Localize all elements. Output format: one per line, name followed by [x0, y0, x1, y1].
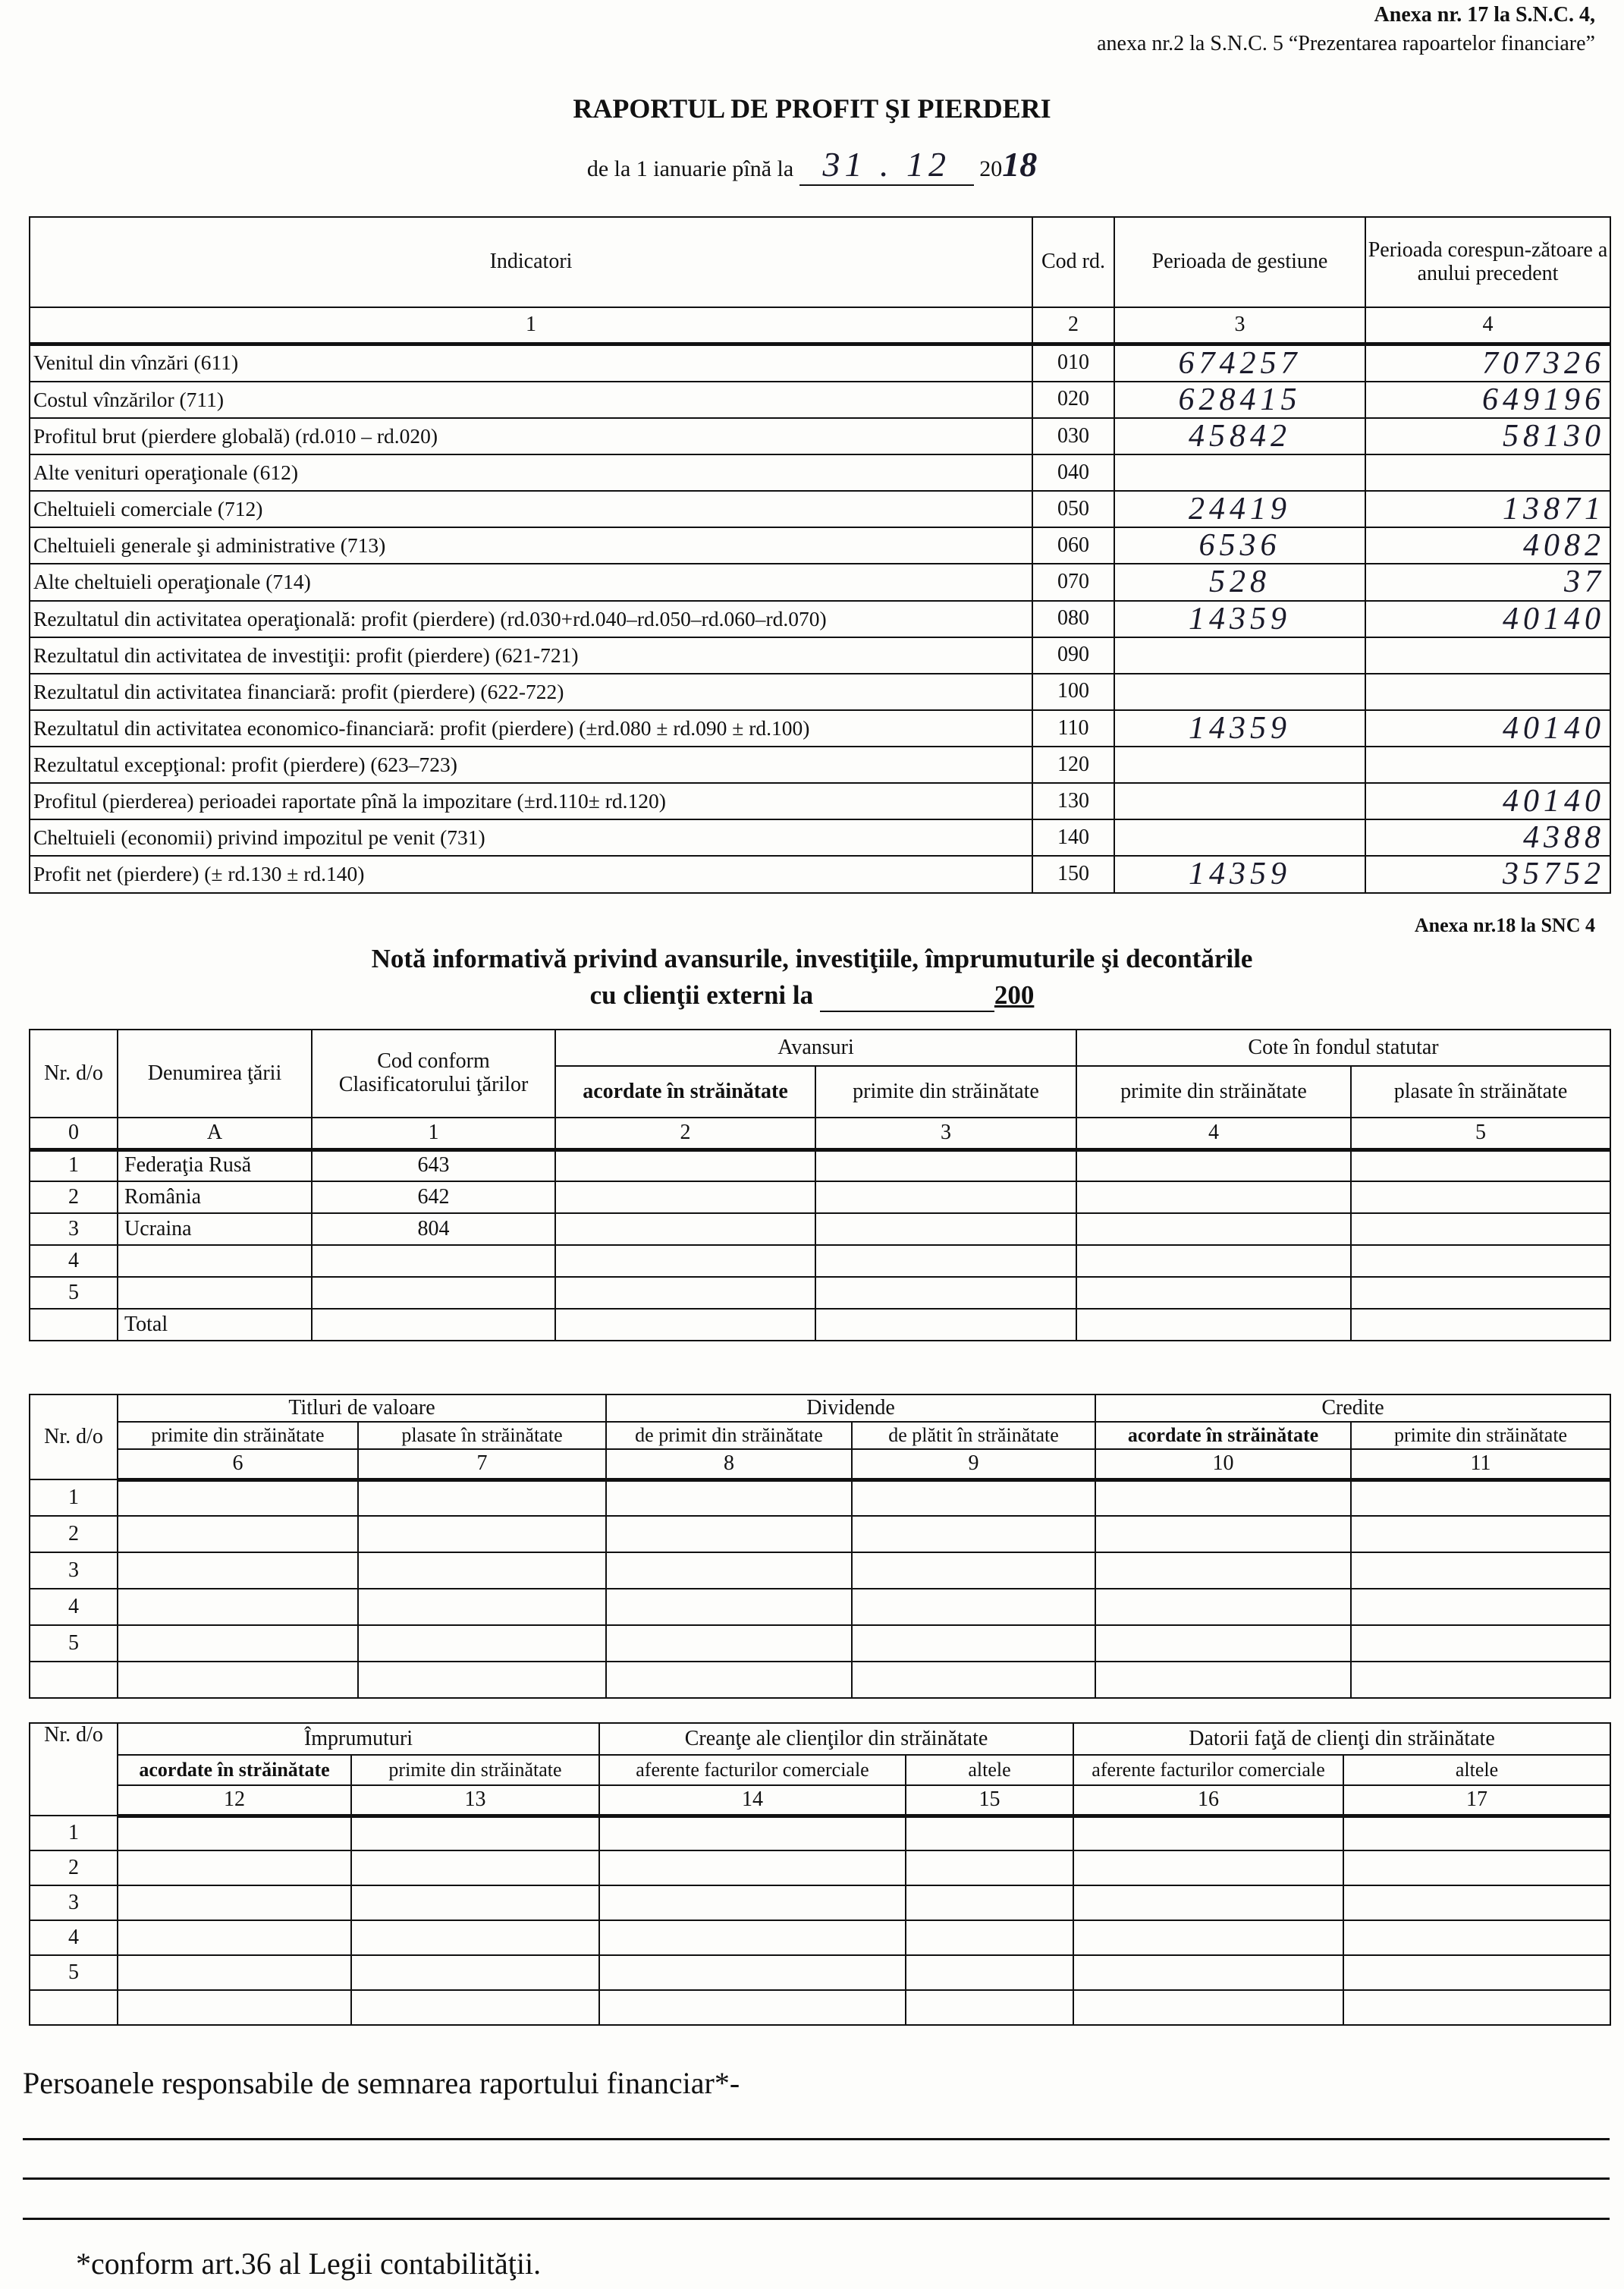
data-cell[interactable]: [1073, 1816, 1343, 1850]
data-cell[interactable]: [906, 1885, 1073, 1920]
loans-receivables-debts-table: [29, 1722, 1611, 2026]
table-row: [30, 344, 1610, 382]
table-row: [30, 1589, 1610, 1625]
table-row: [30, 1479, 1610, 1516]
col-number: 4: [1365, 307, 1610, 344]
data-cell[interactable]: [815, 1213, 1076, 1245]
data-cell[interactable]: [1076, 1309, 1351, 1341]
header-sub: primite din străinătate: [1351, 1422, 1610, 1449]
data-cell[interactable]: [358, 1552, 606, 1589]
row-nr: 1: [30, 1816, 118, 1850]
data-cell[interactable]: [1073, 1920, 1343, 1955]
row-nr: 4: [30, 1920, 118, 1955]
note-year: 200: [994, 980, 1035, 1010]
col-number: 9: [852, 1449, 1095, 1479]
header-sub: de primit din străinătate: [606, 1422, 852, 1449]
country-name: Total: [118, 1309, 312, 1341]
header-code: Cod rd.: [1032, 217, 1114, 307]
col-number: 10: [1095, 1449, 1351, 1479]
row-code: 060: [1032, 527, 1114, 564]
data-cell[interactable]: [1076, 1181, 1351, 1213]
row-code: 050: [1032, 491, 1114, 527]
row-label: Profit net (pierdere) (± rd.130 ± rd.140): [30, 856, 1032, 892]
col-number: 4: [1076, 1118, 1351, 1149]
row-code: 010: [1032, 344, 1114, 382]
data-cell[interactable]: [906, 1920, 1073, 1955]
row-nr: 2: [30, 1181, 118, 1213]
header-advances: Avansuri: [555, 1030, 1076, 1066]
data-cell[interactable]: [606, 1552, 852, 1589]
header-country-code: Cod conform Clasificatorului ţărilor: [312, 1030, 555, 1118]
previous-period-value[interactable]: 35752: [1365, 856, 1610, 892]
current-period-value[interactable]: 674257: [1114, 344, 1365, 382]
row-nr: 4: [30, 1245, 118, 1277]
table-row: [30, 491, 1610, 527]
current-period-value[interactable]: [1114, 637, 1365, 674]
data-cell[interactable]: [906, 1990, 1073, 2025]
data-cell[interactable]: [118, 1990, 351, 2025]
signature-line[interactable]: [23, 2138, 1610, 2140]
col-number: 13: [351, 1785, 599, 1816]
row-nr: [30, 1990, 118, 2025]
header-sub: primite din străinătate: [1076, 1066, 1351, 1118]
country-name: [118, 1245, 312, 1277]
data-cell[interactable]: [1073, 1850, 1343, 1885]
row-label: Rezultatul din activitatea economico-financiară: profit (pierdere) (±rd.080 ± rd.090 ± rd.100): [30, 710, 1032, 747]
data-cell[interactable]: [906, 1850, 1073, 1885]
col-number: 0: [30, 1118, 118, 1149]
previous-period-value[interactable]: 4082: [1365, 527, 1610, 564]
data-cell[interactable]: [118, 1552, 358, 1589]
previous-period-value[interactable]: [1365, 674, 1610, 710]
table-row: [30, 1552, 1610, 1589]
data-cell[interactable]: [815, 1181, 1076, 1213]
note-title-prefix: cu clienţii externi la: [589, 980, 814, 1010]
table-row: [30, 1955, 1610, 1990]
data-cell[interactable]: [351, 1955, 599, 1990]
data-cell[interactable]: [118, 1955, 351, 1990]
data-cell[interactable]: [1351, 1589, 1610, 1625]
row-nr: 3: [30, 1213, 118, 1245]
previous-period-value[interactable]: [1365, 637, 1610, 674]
row-nr: 1: [30, 1479, 118, 1516]
row-nr: 4: [30, 1589, 118, 1625]
annex-17-label: Anexa nr. 17 la S.N.C. 4,: [1374, 3, 1595, 27]
header-sub: primite din străinătate: [118, 1422, 358, 1449]
data-cell[interactable]: [852, 1516, 1095, 1552]
row-code: 150: [1032, 856, 1114, 892]
data-cell[interactable]: [118, 1885, 351, 1920]
table-row: [30, 856, 1610, 892]
table-row: [30, 1625, 1610, 1662]
col-number: 11: [1351, 1449, 1610, 1479]
header-sub: aferente facturilor comerciale: [1073, 1755, 1343, 1785]
header-statutory-fund: Cote în fondul statutar: [1076, 1030, 1610, 1066]
data-cell[interactable]: [118, 1850, 351, 1885]
col-number: 7: [358, 1449, 606, 1479]
data-cell[interactable]: [118, 1625, 358, 1662]
row-label: Venitul din vînzări (611): [30, 344, 1032, 382]
country-code: [312, 1309, 555, 1341]
data-cell[interactable]: [1343, 1850, 1610, 1885]
header-sub: plasate în străinătate: [358, 1422, 606, 1449]
current-period-value[interactable]: 628415: [1114, 382, 1365, 418]
table-row: [30, 454, 1610, 491]
header-sub: primite din străinătate: [351, 1755, 599, 1785]
current-period-value[interactable]: [1114, 747, 1365, 783]
data-cell[interactable]: [1351, 1552, 1610, 1589]
current-period-value[interactable]: 14359: [1114, 710, 1365, 747]
table-row: [30, 1816, 1610, 1850]
col-number: 14: [599, 1785, 906, 1816]
table-row: [30, 1245, 1610, 1277]
data-cell[interactable]: [358, 1516, 606, 1552]
col-number: 15: [906, 1785, 1073, 1816]
data-cell[interactable]: [351, 1990, 599, 2025]
period-year-handwritten: 18: [1002, 145, 1038, 184]
previous-period-value[interactable]: 40140: [1365, 601, 1610, 637]
row-label: Rezultatul din activitatea de investiţii: profit (pierdere) (621-721): [30, 637, 1032, 674]
row-label: Alte venituri operaţionale (612): [30, 454, 1032, 491]
data-cell[interactable]: [1351, 1149, 1610, 1181]
previous-period-value[interactable]: 58130: [1365, 418, 1610, 454]
data-cell[interactable]: [358, 1479, 606, 1516]
data-cell[interactable]: [1343, 1920, 1610, 1955]
row-nr: 5: [30, 1955, 118, 1990]
responsible-persons-label: Persoanele responsabile de semnarea raportului financiar*-: [23, 2066, 740, 2100]
current-period-value[interactable]: 24419: [1114, 491, 1365, 527]
col-number: 1: [312, 1118, 555, 1149]
country-name: Ucraina: [118, 1213, 312, 1245]
table-row: [30, 382, 1610, 418]
data-cell[interactable]: [1351, 1213, 1610, 1245]
row-label: Rezultatul din activitatea operaţională: profit (pierdere) (rd.030+rd.040–rd.050–rd.060–rd.070): [30, 601, 1032, 637]
data-cell[interactable]: [1351, 1479, 1610, 1516]
data-cell[interactable]: [852, 1625, 1095, 1662]
row-label: Cheltuieli generale şi administrative (713): [30, 527, 1032, 564]
row-nr: 1: [30, 1149, 118, 1181]
col-number: 17: [1343, 1785, 1610, 1816]
previous-period-value[interactable]: 13871: [1365, 491, 1610, 527]
row-code: 080: [1032, 601, 1114, 637]
table-row: [30, 1990, 1610, 2025]
current-period-value[interactable]: [1114, 674, 1365, 710]
row-nr: 3: [30, 1885, 118, 1920]
table-row: [30, 418, 1610, 454]
securities-dividends-credits-table: [29, 1394, 1611, 1699]
table-row: [30, 564, 1610, 600]
profit-loss-table: [29, 216, 1611, 894]
col-number: 16: [1073, 1785, 1343, 1816]
table-row: [30, 637, 1610, 674]
period-date-handwritten: 31 . 12: [799, 144, 974, 186]
data-cell[interactable]: [118, 1662, 358, 1698]
data-cell[interactable]: [606, 1625, 852, 1662]
row-code: 020: [1032, 382, 1114, 418]
data-cell[interactable]: [555, 1245, 815, 1277]
row-code: 090: [1032, 637, 1114, 674]
data-cell[interactable]: [599, 1885, 906, 1920]
header-nr: Nr. d/o: [30, 1723, 118, 1816]
table-row: [30, 783, 1610, 819]
header-group: Creanţe ale clienţilor din străinătate: [599, 1723, 1073, 1755]
current-period-value[interactable]: 14359: [1114, 601, 1365, 637]
row-code: 140: [1032, 819, 1114, 856]
data-cell[interactable]: [606, 1589, 852, 1625]
data-cell[interactable]: [1343, 1955, 1610, 1990]
col-number: 8: [606, 1449, 852, 1479]
data-cell[interactable]: [606, 1516, 852, 1552]
data-cell[interactable]: [1095, 1516, 1351, 1552]
data-cell[interactable]: [815, 1277, 1076, 1309]
row-code: 110: [1032, 710, 1114, 747]
table-row: [30, 1213, 1610, 1245]
data-cell[interactable]: [555, 1181, 815, 1213]
data-cell[interactable]: [815, 1245, 1076, 1277]
data-cell[interactable]: [1095, 1552, 1351, 1589]
data-cell[interactable]: [606, 1662, 852, 1698]
header-group: Datorii faţă de clienţi din străinătate: [1073, 1723, 1610, 1755]
data-cell[interactable]: [351, 1850, 599, 1885]
data-cell[interactable]: [606, 1479, 852, 1516]
data-cell[interactable]: [358, 1625, 606, 1662]
data-cell[interactable]: [351, 1885, 599, 1920]
data-cell[interactable]: [852, 1552, 1095, 1589]
header-sub: acordate în străinătate: [555, 1066, 815, 1118]
data-cell[interactable]: [906, 1955, 1073, 1990]
row-label: Profitul brut (pierdere globală) (rd.010 – rd.020): [30, 418, 1032, 454]
row-code: 100: [1032, 674, 1114, 710]
data-cell[interactable]: [351, 1920, 599, 1955]
row-nr: [30, 1662, 118, 1698]
current-period-value[interactable]: 45842: [1114, 418, 1365, 454]
note-title-line2: [0, 980, 1624, 1012]
current-period-value[interactable]: 14359: [1114, 856, 1365, 892]
data-cell[interactable]: [1073, 1885, 1343, 1920]
data-cell[interactable]: [815, 1309, 1076, 1341]
signature-line[interactable]: [23, 2177, 1610, 2180]
current-period-value[interactable]: [1114, 819, 1365, 856]
data-cell[interactable]: [599, 1990, 906, 2025]
table-row: [30, 1309, 1610, 1341]
header-group: Dividende: [606, 1394, 1095, 1422]
data-cell[interactable]: [118, 1479, 358, 1516]
note-date-blank: [820, 980, 994, 1012]
data-cell[interactable]: [852, 1589, 1095, 1625]
data-cell[interactable]: [1343, 1990, 1610, 2025]
data-cell[interactable]: [118, 1516, 358, 1552]
data-cell[interactable]: [555, 1277, 815, 1309]
data-cell[interactable]: [599, 1920, 906, 1955]
col-number: 3: [815, 1118, 1076, 1149]
col-number: 3: [1114, 307, 1365, 344]
data-cell[interactable]: [599, 1816, 906, 1850]
previous-period-value[interactable]: 40140: [1365, 710, 1610, 747]
col-number: 5: [1351, 1118, 1610, 1149]
row-nr: 3: [30, 1552, 118, 1589]
row-nr: 2: [30, 1516, 118, 1552]
previous-period-value[interactable]: [1365, 454, 1610, 491]
col-number: 1: [30, 307, 1032, 344]
report-period: [0, 144, 1624, 186]
country-code: 642: [312, 1181, 555, 1213]
data-cell[interactable]: [1351, 1662, 1610, 1698]
data-cell[interactable]: [1076, 1277, 1351, 1309]
current-period-value[interactable]: 6536: [1114, 527, 1365, 564]
row-label: Costul vînzărilor (711): [30, 382, 1032, 418]
data-cell[interactable]: [599, 1850, 906, 1885]
header-nr: Nr. d/o: [30, 1030, 118, 1118]
header-group: Titluri de valoare: [118, 1394, 606, 1422]
data-cell[interactable]: [906, 1816, 1073, 1850]
header-sub: acordate în străinătate: [118, 1755, 351, 1785]
col-number: A: [118, 1118, 312, 1149]
previous-period-value[interactable]: [1365, 747, 1610, 783]
signature-line[interactable]: [23, 2218, 1610, 2220]
data-cell[interactable]: [852, 1479, 1095, 1516]
current-period-value[interactable]: 528: [1114, 564, 1365, 600]
header-sub: aferente facturilor comerciale: [599, 1755, 906, 1785]
col-number: 12: [118, 1785, 351, 1816]
row-code: 070: [1032, 564, 1114, 600]
header-group: Împrumuturi: [118, 1723, 599, 1755]
advances-table: [29, 1029, 1611, 1341]
row-label: Cheltuieli comerciale (712): [30, 491, 1032, 527]
country-name: România: [118, 1181, 312, 1213]
header-sub: acordate în străinătate: [1095, 1422, 1351, 1449]
data-cell[interactable]: [1351, 1277, 1610, 1309]
data-cell[interactable]: [1351, 1516, 1610, 1552]
data-cell[interactable]: [1095, 1589, 1351, 1625]
data-cell[interactable]: [118, 1920, 351, 1955]
table-row: [30, 819, 1610, 856]
data-cell[interactable]: [599, 1955, 906, 1990]
row-label: Cheltuieli (economii) privind impozitul pe venit (731): [30, 819, 1032, 856]
data-cell[interactable]: [1095, 1662, 1351, 1698]
header-current-period: Perioada de gestiune: [1114, 217, 1365, 307]
row-label: Alte cheltuieli operaţionale (714): [30, 564, 1032, 600]
previous-period-value[interactable]: 4388: [1365, 819, 1610, 856]
current-period-value[interactable]: [1114, 454, 1365, 491]
previous-period-value[interactable]: 37: [1365, 564, 1610, 600]
header-sub: altele: [906, 1755, 1073, 1785]
header-nr: Nr. d/o: [30, 1394, 118, 1479]
data-cell[interactable]: [1095, 1625, 1351, 1662]
col-number: 6: [118, 1449, 358, 1479]
previous-period-value[interactable]: 40140: [1365, 783, 1610, 819]
table-row: [30, 1850, 1610, 1885]
report-title: RAPORTUL DE PROFIT ŞI PIERDERI: [573, 93, 1051, 124]
data-cell[interactable]: [1073, 1955, 1343, 1990]
row-nr: [30, 1309, 118, 1341]
data-cell[interactable]: [852, 1662, 1095, 1698]
row-nr: 5: [30, 1625, 118, 1662]
table-row: [30, 674, 1610, 710]
data-cell[interactable]: [815, 1149, 1076, 1181]
data-cell[interactable]: [555, 1149, 815, 1181]
data-cell[interactable]: [1343, 1885, 1610, 1920]
header-indicators: Indicatori: [30, 217, 1032, 307]
header-group: Credite: [1095, 1394, 1610, 1422]
row-code: 120: [1032, 747, 1114, 783]
current-period-value[interactable]: [1114, 783, 1365, 819]
data-cell[interactable]: [358, 1662, 606, 1698]
row-label: Rezultatul din activitatea financiară: profit (pierdere) (622-722): [30, 674, 1032, 710]
annex-2-label: anexa nr.2 la S.N.C. 5 “Prezentarea rapoartelor financiare”: [1097, 32, 1595, 55]
row-nr: 2: [30, 1850, 118, 1885]
note-title: Notă informativă privind avansurile, investiţiile, împrumuturile şi decontările: [371, 944, 1253, 973]
data-cell[interactable]: [1076, 1213, 1351, 1245]
data-cell[interactable]: [1095, 1479, 1351, 1516]
data-cell[interactable]: [358, 1589, 606, 1625]
data-cell[interactable]: [1343, 1816, 1610, 1850]
table-row: [30, 710, 1610, 747]
col-number: 2: [555, 1118, 815, 1149]
header-sub: de plătit în străinătate: [852, 1422, 1095, 1449]
table-row: [30, 1920, 1610, 1955]
table-row: [30, 747, 1610, 783]
data-cell[interactable]: [351, 1816, 599, 1850]
header-country: Denumirea ţării: [118, 1030, 312, 1118]
annex-18-label: Anexa nr.18 la SNC 4: [1414, 914, 1595, 936]
header-sub: plasate în străinătate: [1351, 1066, 1610, 1118]
row-code: 030: [1032, 418, 1114, 454]
data-cell[interactable]: [118, 1589, 358, 1625]
data-cell[interactable]: [1351, 1625, 1610, 1662]
data-cell[interactable]: [1351, 1245, 1610, 1277]
table-row: [30, 1277, 1610, 1309]
row-code: 040: [1032, 454, 1114, 491]
table-row: [30, 1516, 1610, 1552]
row-label: Rezultatul excepţional: profit (pierdere) (623–723): [30, 747, 1032, 783]
country-code: [312, 1245, 555, 1277]
data-cell[interactable]: [118, 1816, 351, 1850]
period-year-prefix: 20: [979, 156, 1003, 181]
table-row: [30, 1662, 1610, 1698]
row-code: 130: [1032, 783, 1114, 819]
country-code: [312, 1277, 555, 1309]
row-nr: 5: [30, 1277, 118, 1309]
table-row: [30, 1181, 1610, 1213]
previous-period-value[interactable]: 649196: [1365, 382, 1610, 418]
country-code: 804: [312, 1213, 555, 1245]
header-sub: primite din străinătate: [815, 1066, 1076, 1118]
header-previous-period: Perioada corespun-zătoare a anului precedent: [1365, 217, 1610, 307]
footnote: *conform art.36 al Legii contabilităţii.: [76, 2247, 542, 2281]
data-cell[interactable]: [1076, 1245, 1351, 1277]
table-row: [30, 1149, 1610, 1181]
data-cell[interactable]: [555, 1213, 815, 1245]
data-cell[interactable]: [1351, 1181, 1610, 1213]
period-prefix: de la 1 ianuarie pînă la: [586, 156, 794, 181]
previous-period-value[interactable]: 707326: [1365, 344, 1610, 382]
header-sub: altele: [1343, 1755, 1610, 1785]
table-row: [30, 1885, 1610, 1920]
country-name: Federaţia Rusă: [118, 1149, 312, 1181]
table-row: [30, 601, 1610, 637]
data-cell[interactable]: [1351, 1309, 1610, 1341]
data-cell[interactable]: [1076, 1149, 1351, 1181]
data-cell[interactable]: [1073, 1990, 1343, 2025]
country-code: 643: [312, 1149, 555, 1181]
table-row: [30, 527, 1610, 564]
data-cell[interactable]: [555, 1309, 815, 1341]
row-label: Profitul (pierderea) perioadei raportate pînă la impozitare (±rd.110± rd.120): [30, 783, 1032, 819]
col-number: 2: [1032, 307, 1114, 344]
country-name: [118, 1277, 312, 1309]
